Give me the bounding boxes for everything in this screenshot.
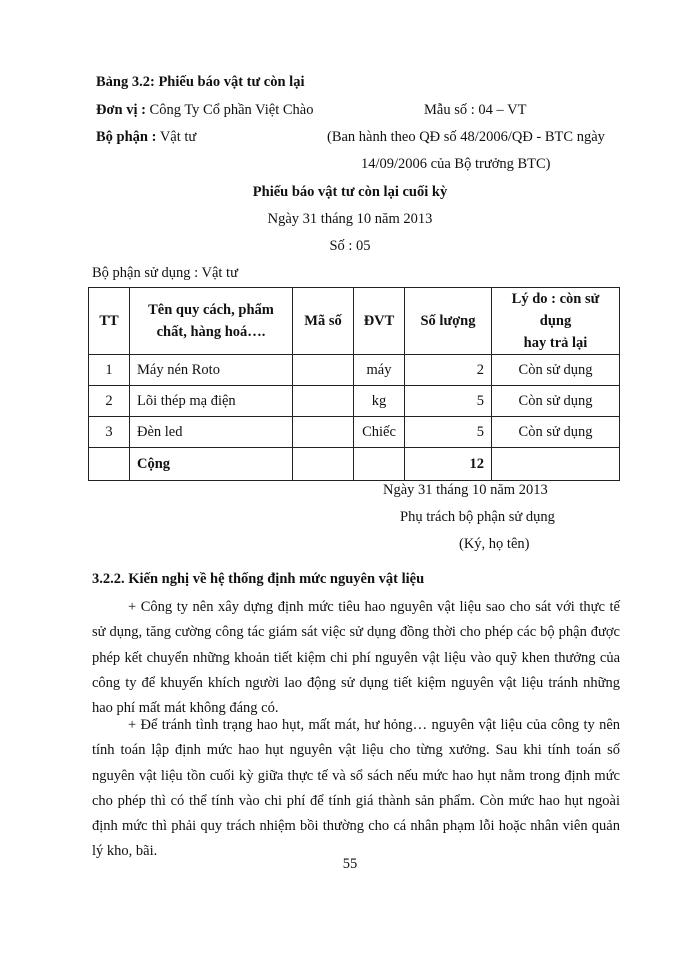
header-reason [492, 288, 620, 355]
form-date: Ngày 31 tháng 10 năm 2013 [267, 211, 433, 227]
section-heading: 3.2.2. Kiến nghị về hệ thống định mức nguyên vật liệu [92, 571, 425, 587]
cell-reason: Còn sử dụng [492, 386, 620, 417]
cell-qty: 2 [405, 355, 492, 386]
unit-label: Đơn vị : [96, 102, 146, 118]
cell-tt-empty [89, 448, 130, 481]
header-name-line2: chất, hàng hoá…. [156, 324, 266, 340]
cell-unit-empty [354, 448, 405, 481]
header-qty: Số lượng [405, 288, 492, 355]
cell-tt: 2 [89, 386, 130, 417]
cell-code [293, 417, 354, 448]
cell-reason: Còn sử dụng [492, 355, 620, 386]
regulation-line-1: (Ban hành theo QĐ số 48/2006/QĐ - BTC ngày [327, 129, 605, 145]
table-header-row [89, 288, 620, 355]
signature-date: Ngày 31 tháng 10 năm 2013 [383, 482, 548, 498]
table-row [89, 355, 620, 386]
header-tt: TT [89, 288, 130, 355]
cell-reason: Còn sử dụng [492, 417, 620, 448]
header-reason-line2: hay trả lại [523, 335, 588, 351]
cell-code [293, 386, 354, 417]
cell-code-empty [293, 448, 354, 481]
paragraph-1-text: + Công ty nên xây dựng định mức tiêu hao nguyên vật liệu sao cho sát với thực tế sử dụng, tăng cường công tác giám sát việc sử dụng đồng thời cho phép các bộ phận được phép kết chuyển những khoản tiết kiệm chi phí nguyên vật liệu vào quỹ khen thưởng của công ty để khuyến khích người lao động sử dụng tiết kiệm nguyên vật liệu tránh những hao phí mất mát không đáng có. [92, 599, 620, 717]
dept-label: Bộ phận : [96, 129, 157, 145]
unit-row [96, 102, 313, 119]
cell-qty: 5 [405, 417, 492, 448]
cell-tt: 1 [89, 355, 130, 386]
cell-qty: 5 [405, 386, 492, 417]
header-code: Mã số [293, 288, 354, 355]
unit-value: Công Ty Cổ phần Việt Chào [149, 102, 314, 118]
page-number: 55 [342, 856, 358, 872]
cell-name: Máy nén Roto [130, 355, 293, 386]
cell-reason-empty [492, 448, 620, 481]
cell-name: Lõi thép mạ điện [130, 386, 293, 417]
signature-note: (Ký, họ tên) [459, 536, 530, 552]
header-reason-line1: Lý do : còn sử dụng [511, 291, 600, 329]
header-unit: ĐVT [354, 288, 405, 355]
table-row [89, 417, 620, 448]
signature-role: Phụ trách bộ phận sử dụng [400, 509, 555, 525]
form-title: Phiếu báo vật tư còn lại cuối kỳ [252, 184, 448, 200]
cell-tt: 3 [89, 417, 130, 448]
regulation-line-2: 14/09/2006 của Bộ trưởng BTC) [361, 156, 551, 172]
paragraph-2 [92, 713, 620, 865]
table-total-row [89, 448, 620, 481]
usage-department: Bộ phận sử dụng : Vật tư [92, 265, 238, 281]
header-name [130, 288, 293, 355]
header-name-line1: Tên quy cách, phẩm [148, 302, 274, 318]
dept-row [96, 129, 196, 146]
form-number: Mẫu số : 04 – VT [424, 102, 527, 118]
total-label: Cộng [130, 448, 293, 481]
materials-table [88, 287, 620, 481]
dept-value: Vật tư [159, 129, 197, 145]
cell-unit: Chiếc [354, 417, 405, 448]
table-caption: Bảng 3.2: Phiếu báo vật tư còn lại [96, 74, 305, 90]
cell-unit: máy [354, 355, 405, 386]
paragraph-2-text: + Để tránh tình trạng hao hụt, mất mát, hư hỏng… nguyên vật liệu của công ty nên tính toán lập định mức hao hụt nguyên vật liệu cho từng xưởng. Sau khi tính toán số nguyên vật liệu tồn cuối kỳ giữa thực tế và sổ sách nếu mức hao hụt nằm trong định mức cho phép thì có thể tính vào chi phí để tính giá thành sản phẩm. Còn mức hao hụt ngoài định mức thì phải quy trách nhiệm bồi thường cho cá nhân phạm lỗi hoặc nhân viên quản lý kho, bãi. [92, 717, 620, 860]
cell-unit: kg [354, 386, 405, 417]
table-row [89, 386, 620, 417]
form-number-so: Số : 05 [329, 238, 371, 254]
cell-code [293, 355, 354, 386]
total-qty: 12 [405, 448, 492, 481]
paragraph-1 [92, 595, 620, 721]
cell-name: Đèn led [130, 417, 293, 448]
